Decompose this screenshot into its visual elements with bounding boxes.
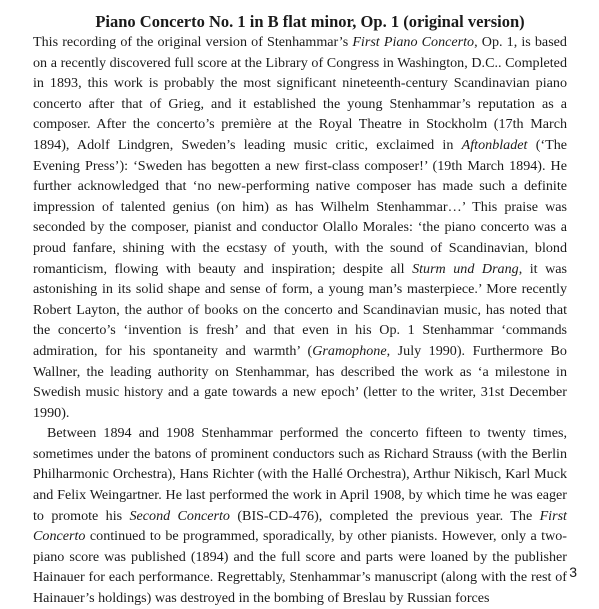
italic-title-text: Second Concerto xyxy=(129,507,230,524)
paragraph-text: Between 1894 and 1908 Stenhammar performed the concerto fifteen to twenty times, sometimes under the batons of prominent conductors such as Richard Strauss (with the Berlin Philharmonic Orchestra), Hans Richter (with the Hallé Orchestra), Arthur Nikisch, Karl Muck and Felix Weingartner. He last performed the work in April 1908, by which time he was eager to promote his xyxy=(33,425,567,524)
section-title: Piano Concerto No. 1 in B flat minor, Op. 1 (original version) xyxy=(95,12,525,31)
paragraph-text: , Op. 1, is based on a recently discovered full score at the Library of Congress in Washington, D.C.. Completed in 1893, this work is probably the most significant nineteenth-century Scandinavian piano concerto after that of Grieg, and it established the young Stenhammar’s reputation as a composer. After the concerto’s première at the Royal Theatre in Stockholm (17th March 1894), Adolf Lindgren, Sweden’s leading music critic, exclaimed in xyxy=(33,34,567,153)
paragraph-text: , July 1990). Furthermore Bo Wallner, the leading authority on Stenhammar, has described the work as ‘a milestone in Swedish music history and a gate towards a new epoch’ (letter to the writer, 31st December 1990). xyxy=(33,342,567,421)
body-paragraph xyxy=(33,423,567,608)
page-number: 3 xyxy=(569,564,577,580)
italic-title-text: Gramophone xyxy=(312,342,387,359)
paragraph-text: This recording of the original version of Stenhammar’s xyxy=(33,34,353,50)
body-paragraph xyxy=(33,32,567,423)
paragraph-text: continued to be programmed, sporadically, by other pianists. However, only a two-piano score was published (1894) and the full score and parts were loaned by the publisher Hainauer for each performance. Regrettably, Stenhammar’s manuscript (along with the rest of Hainauer’s holdings) was destroyed in the bombing of Breslau by Russian forces xyxy=(33,528,567,607)
paragraph-text: (‘The Evening Press’): ‘Sweden has begotten a new first-class composer!’ (19th March 1894). He further acknowledged that ‘no new-performing native composer has made such a definite impression of talented genius (on him) as has Wilhelm Stenhammar…’ This praise was seconded by the composer, pianist and conductor Olallo Morales: ‘the piano concerto was a proud fanfare, shining with the ecstasy of youth, with the sound of Scandinavian, blond romanticism, flowing with beauty and inspiration; despite all xyxy=(33,136,567,277)
italic-title-text: Sturm und Drang xyxy=(412,260,519,277)
paragraph-text: , it was astonishing in its solid shape and sense of form, a young man’s masterpiece.’ More recently Robert Layton, the author of books on the concerto and Scandinavian music, has noted that the concerto’s ‘invention is fresh’ and that even in his Op. 1 Stenhammar ‘commands admiration, for his spontaneity and warmth’ ( xyxy=(33,260,567,359)
paragraph-text: (BIS-CD-476), completed the previous year. The xyxy=(229,507,540,524)
italic-title-text: First Concerto xyxy=(33,507,567,545)
italic-title-text: First Piano Concerto xyxy=(352,34,475,50)
document-page xyxy=(33,12,567,609)
italic-title-text: Aftonbladet xyxy=(461,136,528,153)
